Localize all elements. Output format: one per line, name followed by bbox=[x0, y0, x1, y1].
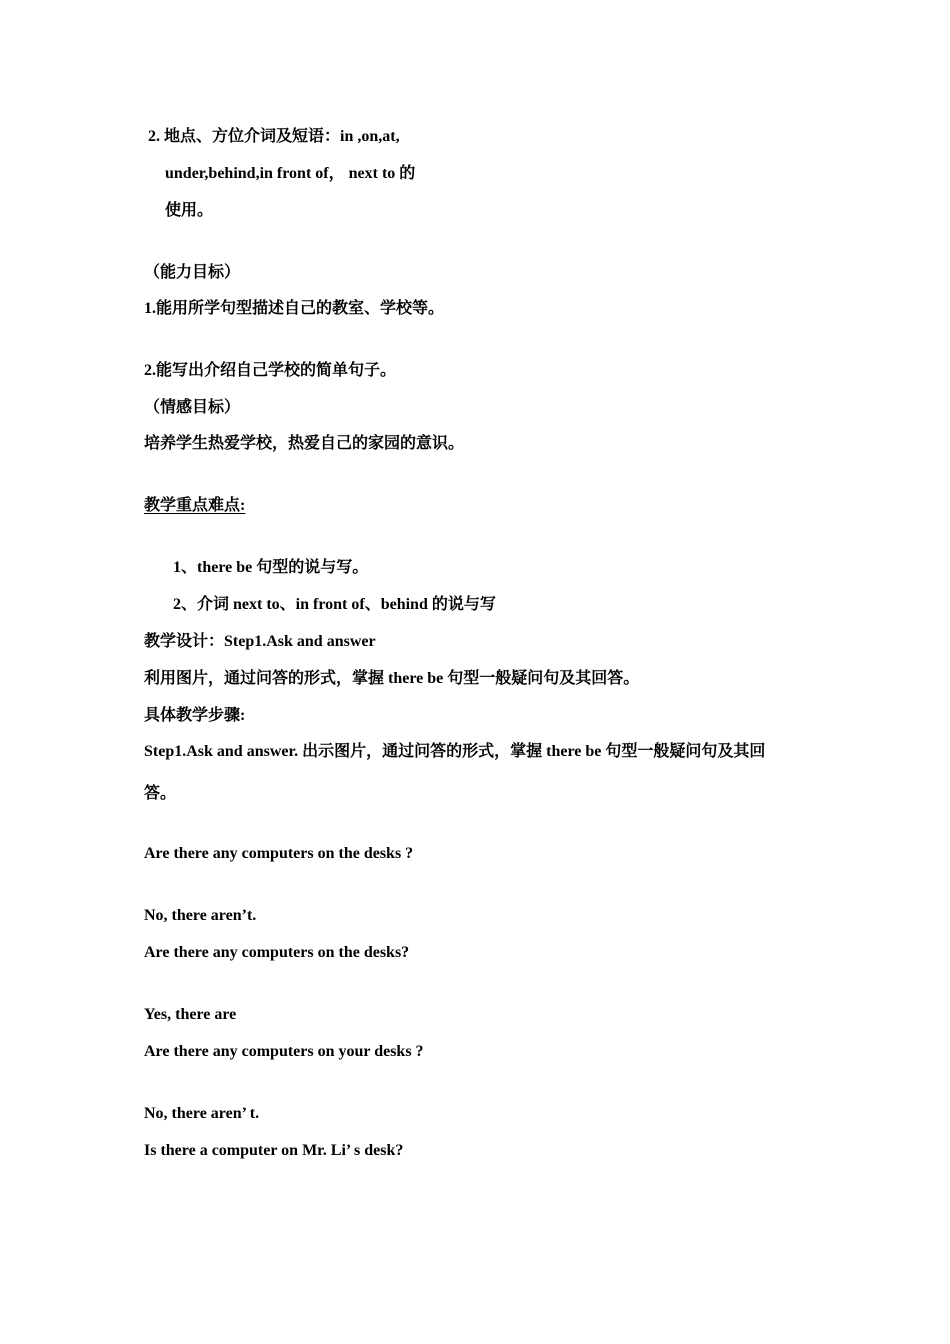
dialogue-line: Are there any computers on the desks? bbox=[144, 944, 410, 961]
dialogue-line: Yes, there are bbox=[144, 1006, 237, 1023]
ability-item-1: 1.能用所学句型描述自己的教室、学校等。 bbox=[144, 300, 445, 317]
ability-heading: （能力目标） bbox=[144, 264, 241, 281]
knowledge-item-2-line-1: 2. 地点、方位介词及短语：in ,on,at, bbox=[148, 128, 400, 145]
step1-line-2: 答。 bbox=[144, 785, 177, 802]
knowledge-item-2-line-3: 使用。 bbox=[165, 202, 214, 219]
dialogue-line: No, there aren’ t. bbox=[144, 1105, 260, 1122]
key-point-2: 2、介词 next to、in front of、behind 的说与写 bbox=[173, 596, 496, 613]
step1-line-1: Step1.Ask and answer. 出示图片，通过问答的形式，掌握 there be 句型一般疑问句及其回 bbox=[144, 743, 766, 760]
dialogue-line: Are there any computers on your desks ? bbox=[144, 1043, 424, 1060]
emotion-text: 培养学生热爱学校，热爱自己的家园的意识。 bbox=[144, 435, 465, 452]
key-points-heading: 教学重点难点: bbox=[144, 497, 246, 514]
ability-item-2: 2.能写出介绍自己学校的简单句子。 bbox=[144, 362, 397, 379]
steps-heading: 具体教学步骤: bbox=[144, 707, 246, 724]
dialogue-line: Is there a computer on Mr. Li’ s desk? bbox=[144, 1142, 404, 1159]
dialogue-line: Are there any computers on the desks ? bbox=[144, 845, 414, 862]
design-line-1: 教学设计：Step1.Ask and answer bbox=[144, 633, 376, 650]
key-point-1: 1、there be 句型的说与写。 bbox=[173, 559, 369, 576]
knowledge-item-2-line-2: under,behind,in front of， next to 的 bbox=[165, 165, 416, 182]
emotion-heading: （情感目标） bbox=[144, 399, 241, 416]
dialogue-line: No, there aren’t. bbox=[144, 907, 257, 924]
design-line-2: 利用图片，通过问答的形式，掌握 there be 句型一般疑问句及其回答。 bbox=[144, 670, 640, 687]
